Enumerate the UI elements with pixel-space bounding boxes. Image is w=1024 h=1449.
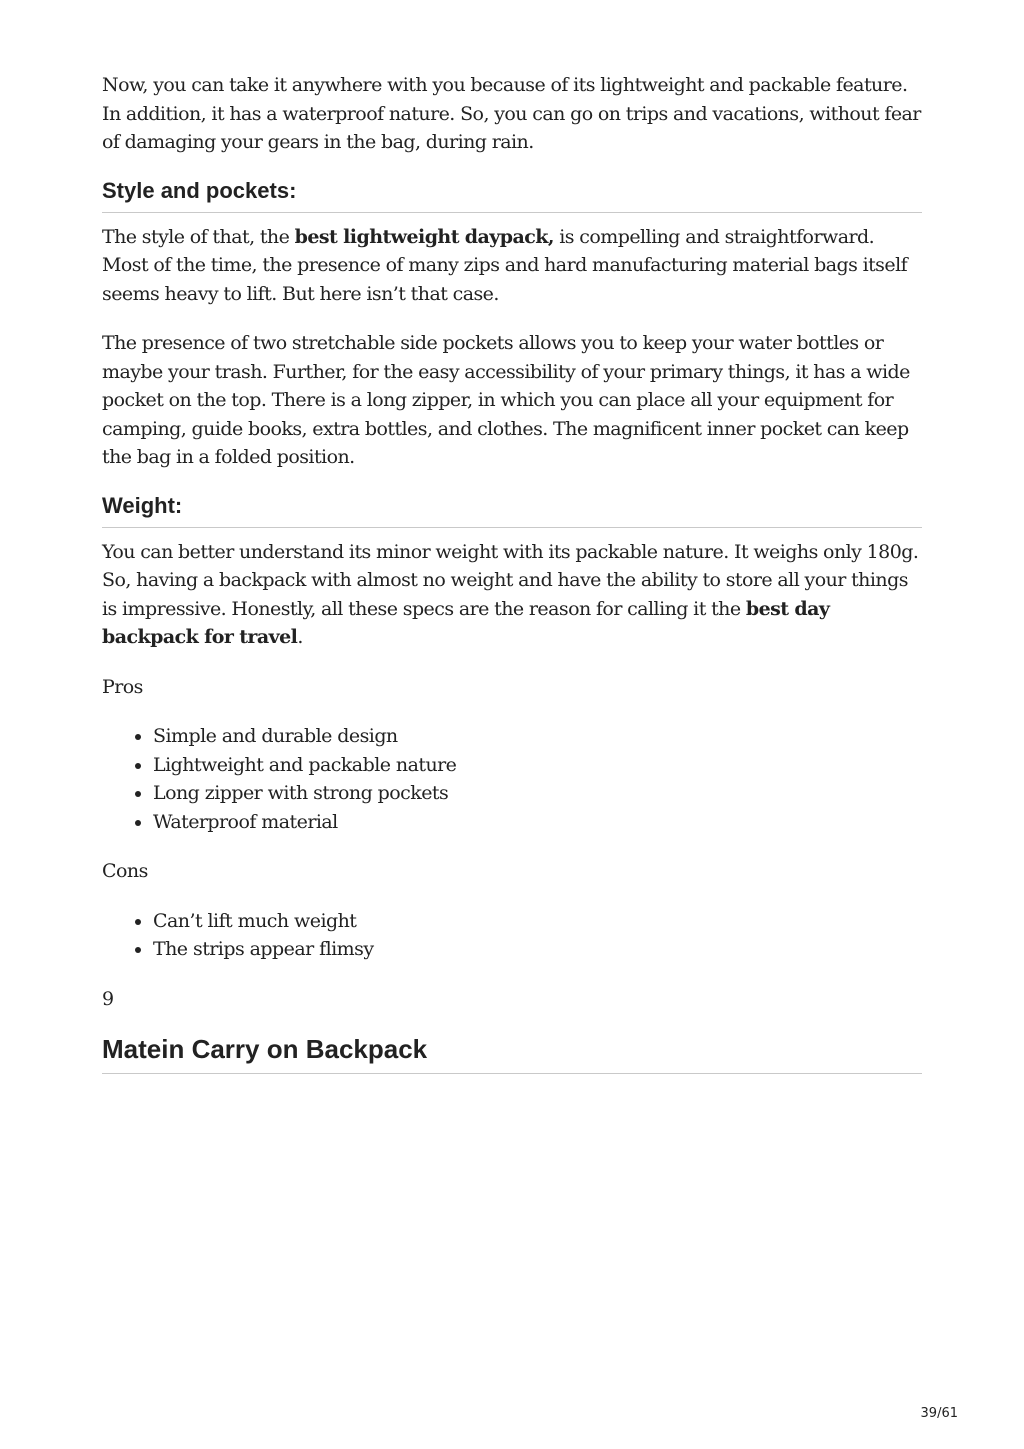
pros-list-item: • Lightweight and packable nature	[153, 751, 922, 780]
intro-paragraph: Now, you can take it anywhere with you because of its lightweight and packable feature. In addition, it has a waterproof nature. So, you can go on trips and vacations, without fear of damaging your gears in the bag, during rain.	[102, 74, 921, 153]
style-p1-text-after: is compelling and straightforward. Most of the time, the presence of many zips and hard manufacturing material bags itself seems heavy to lift. But here isn’t that case.	[102, 225, 908, 305]
weight-p1-bold: best day backpack for travel	[102, 597, 830, 648]
item-number: 9	[102, 987, 114, 1010]
cons-list-item: • Can’t lift much weight	[153, 907, 922, 936]
cons-label: Cons	[102, 860, 148, 882]
article-body	[102, 71, 922, 1074]
style-p1-bold: best lightweight daypack,	[294, 225, 554, 248]
style-paragraph-1	[102, 223, 922, 309]
weight-p1-text-before: You can better understand its minor weight with its packable nature. It weighs only 180g. So, having a backpack with almost no weight and have the ability to store all your things is impressive. Honestly, all these specs are the reason for calling it the	[102, 540, 919, 620]
cons-list	[102, 907, 922, 964]
pros-label: Pros	[102, 675, 143, 698]
weight-paragraph	[102, 538, 922, 652]
style-p1-text-before: The style of that, the	[102, 225, 295, 248]
weight-p1-text-after: .	[297, 626, 303, 648]
style-paragraph-2: The presence of two stretchable side pockets allows you to keep your water bottles or maybe your trash. Further, for the easy accessibility of your primary things, it has a wide pocket on the top. There is a long zipper, in which you can place all your equipment for camping, guide books, extra bottles, and clothes. The magnificent inner pocket can keep the bag in a folded position.	[102, 332, 910, 468]
product-heading: Matein Carry on Backpack	[102, 1034, 922, 1074]
page-counter: 39/61	[920, 1406, 958, 1421]
cons-list-item: • The strips appear flimsy	[153, 935, 922, 964]
pros-list-item: • Waterproof material	[153, 808, 922, 837]
pros-list-item: • Long zipper with strong pockets	[153, 779, 922, 808]
style-pockets-heading: Style and pockets:	[102, 178, 922, 213]
pros-list-item: • Simple and durable design	[153, 722, 922, 751]
pros-list	[102, 722, 922, 836]
weight-heading: Weight:	[102, 493, 922, 528]
